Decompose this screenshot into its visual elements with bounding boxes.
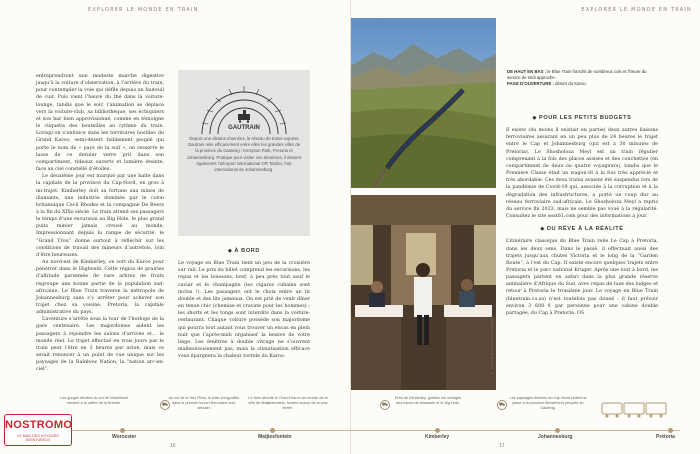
logo-wordmark: NOSTROMO — [5, 419, 73, 431]
station-name: Kimberley — [425, 434, 450, 440]
dining-photo-illustration — [351, 195, 496, 390]
locomotive-icon — [238, 110, 250, 123]
train-icon: ⛟ — [381, 402, 389, 408]
section-heading-budget: ◆ POUR LES PETITS BUDGETS — [532, 115, 632, 121]
dining-car-photo — [351, 195, 496, 390]
page-number: 16 — [170, 443, 176, 449]
bullet-icon: ◆ — [227, 248, 233, 254]
route-note: Près de Kimberley, guettez les vestiges des mines de diamants et le Big Hole. — [394, 396, 462, 405]
paragraph: L’itinéraire classique du Blue Train relie Le Cap à Pretoria, dans les deux sens. Dans le passé, il effectuait aussi des trajets jusqu’aux chutes Victoria et le long de la “Garden Route”, à l’est du Cap. Il existe encore quelques trajets entre Pretoria et le parc national Kruger. Après une nuit à bord, les passagers partent en safari dans la plus grande réserve animalière d’Afrique du Sud, avec repas de luxe des lodges et retour à Pretoria le troisième jour. Le voyage en Blue Train (bluetrain.co.za) n’est toutefois pas donné : il faut prévoir environ 3 600 € par personne pour une cabine double partagée, du Cap à Pretoria. OS — [506, 239, 658, 316]
route-line — [50, 430, 680, 431]
article-column-left — [36, 73, 164, 374]
station-marker — [668, 428, 673, 433]
station-marker — [555, 428, 560, 433]
caption-text: désert du Karoo. — [553, 81, 587, 87]
caption-label: PAGE D’OUVERTURE : — [507, 81, 554, 87]
station-name: Matjiesfontein — [258, 434, 292, 440]
bullet-icon: ◆ — [540, 226, 545, 233]
caption-label: DE HAUT EN BAS : — [507, 69, 547, 74]
running-head: EXPLORER LE MONDE EN TRAIN — [581, 7, 692, 13]
station-name: Worcester — [112, 434, 137, 440]
train-photo-illustration — [351, 18, 496, 188]
train-illustration-icon — [600, 398, 670, 420]
paragraph: Le deuxième jour est marqué par une halte dans la capitale de la province du Cap-Nord, en gros à mi-trajet. Kimberley doit sa fortune aux mines de diamants, une industrie dominée par le colon britannique Cecil Rhodes et la compagnie De Beers à la fin du XIXe siècle. Le train attend ses passagers le temps d’une excursion au Big Hole, le plus grand puits minier jamais creusé au monde. Impressionnant depuis la rampe de sécurité, le “Grand Trou” donne surtout à réfléchir sur les conditions de travail des mineurs d’autrefois, loin d’être heureuses. — [36, 174, 164, 258]
station-marker — [435, 428, 440, 433]
photo-caption — [507, 69, 657, 88]
train-icon: ⛟ — [161, 402, 169, 408]
emblem-label: GAUTRAIN — [228, 125, 260, 131]
photo-credit: © MATT MUNRO / LONELY PLANET — [490, 315, 494, 375]
gautrain-emblem — [188, 78, 300, 136]
paragraph: Il existe (du moins il existait en partie) deux autres liaisons ferroviaires assurant en un peu plus de 24 heures le trajet entre le Cap et Johannesburg (qui est à 30 minutes de Pretoria). Le Shosholoza Meyl est un train régulier comprenant à la fois des places assises et des couchettes (en compartiment de deux ou quatre voyageurs), tandis que le Premiere Classe était un wagon-lit à la fois très apprécié et très abordable. Ces deux trains avaient été suspendus lors de la pandémie de Covid-19 qui, associée à la corruption et à la dégradation des infrastructures, a porté un coup dur au réseau ferroviaire sud-africain. Le Shosholoza Meyl a repris du service fin 2023, mais ne semble pas voué à la régularité. Consultez le site seat61.com pour des informations à jour. — [506, 128, 658, 220]
bullet-icon: ◆ — [532, 115, 537, 121]
page-number: 17 — [499, 443, 505, 449]
train-icon: ⛟ — [498, 402, 506, 408]
right-page — [350, 0, 700, 454]
route-note: Au col de la Hex River, le train s’engouffre dans le premier tunnel ferroviaire sud-africain. — [168, 396, 240, 410]
sidebar-text: Depuis une dizaine d’années, le réseau de trains express Gautrain relie efficacement entre elles les grandes villes de la province du Gauteng : Kempton Park, Pretoria et Johannesburg. Pratique pour visiter ces dernières, il dessert également l’aéroport international OR Tambo, hub international de Johannesburg. — [186, 136, 302, 173]
station-name: Johannesburg — [538, 434, 573, 440]
paragraph: L’aventure s’arrête sous la tour de l’horloge de la gare centenaire. Les majordomes aident les passagers à rejoindre les salons d’arrivée et… le monde réel. Le trajet effectué en trois jours par le train peut l’être en 3 heures par avion, mais ce serait renoncer à un point de vue unique sur les paysages de la Rainbow Nation, la “nation arc-en-ciel”. — [36, 317, 164, 373]
gautrain-sidebar — [178, 70, 310, 236]
paragraph: entreprendront une modeste marche digestive jusqu’à la voiture d’observation, à l’arrière du train, pour contempler la voie qui défile depuis un fauteuil de cuir. Puis vient l’heure du thé dans la voiture-lounge, tandis que le soir, l’animation se déplace vers la voiture-club, sa bibliothèque, ses échiquiers et son bar bien approvisionné, comme en témoigne le cliquetis des bouteilles au rythme du train. Lorsqu’on s’enfonce dans les territoires hostiles du Grand Karoo, semi-désert faiblement peuplé qui porte le nom de « pays de la soif », on resserre le lasse de ce dernier verre prit dans son compartiment, rideaux ouverts et lumière éteinte, face au ciel constellé d’étoiles. — [36, 74, 164, 173]
station-marker — [120, 428, 125, 433]
route-note: Les gorges étroites du sol de Nuweldoof mènent à la vallée de la Breede. — [60, 396, 128, 405]
running-head: EXPLORER LE MONDE EN TRAIN — [88, 7, 199, 13]
paragraph: Le voyage en Blue Train tient un peu de la croisière sur rail. Le prix du billet comprend les excursions, les repas et les boissons, bref, à peu près tout sauf le caviar et le champagne (les cigares cubains sont inclus !). Les passagers ont le choix entre un lit double et des lits jumeaux. On est prié de venir dîner en tenue chic (chemise et cravate pour les hommes) ; les shorts et les tongs sont interdits dans la voiture-restaurant. Chaque voiture possède son majordome qui pourra tout autant vous trouver un encas en plein nuit que l’après-midi organiser la lessive de votre linge. Les fenêtres à double vitrage ne s’ouvrent malheureusement pas, mais la climatisation efficace vous épargnera la chaleur torride du Karoo. — [178, 261, 310, 360]
paragraph: Au nord-est de Kimberley, on sort du Karoo pour pénétrer dans le Highveld. Cette région de prairies d’altitude parsemée de rare arbres de fruits regroupe une bonne partie de la population sud-africaine. Le Blue Train traverse la métropole de Johannesburg sans s’y arrêter pour achever son trajet chez sa voisine, Pretoria, la capitale administrative du pays. — [36, 260, 164, 316]
article-column-a-bord — [178, 246, 310, 360]
station-name: Pretoria — [656, 434, 675, 440]
route-note: Le train aborde le Grand Karoo au niveau de la ville de Matjiesfontein, fondée autour de la voie ferrée. — [248, 396, 328, 410]
section-heading-reality: ◆ DU RÊVE À LA RÉALITÉ — [540, 226, 624, 233]
train-mountains-photo — [351, 18, 496, 188]
logo-tagline: LE MAG DES VOYAGES AVENTUREUX — [17, 434, 59, 442]
section-heading-a-bord: ◆ À BORD — [227, 248, 261, 254]
route-note: Les paysages désolés du Cap-Nord cèdent la place à la province densément peuplée du Gauteng. — [509, 396, 587, 410]
caption-text: le Blue Train franchit de nombreux cols et l’heure du service de midi approche. — [507, 69, 647, 81]
photo-credit: © IMAGES / ALAMY STOCK PHOTO — [490, 58, 494, 118]
article-column-right — [506, 113, 658, 317]
station-marker — [270, 428, 275, 433]
nostromo-logo — [4, 414, 72, 446]
